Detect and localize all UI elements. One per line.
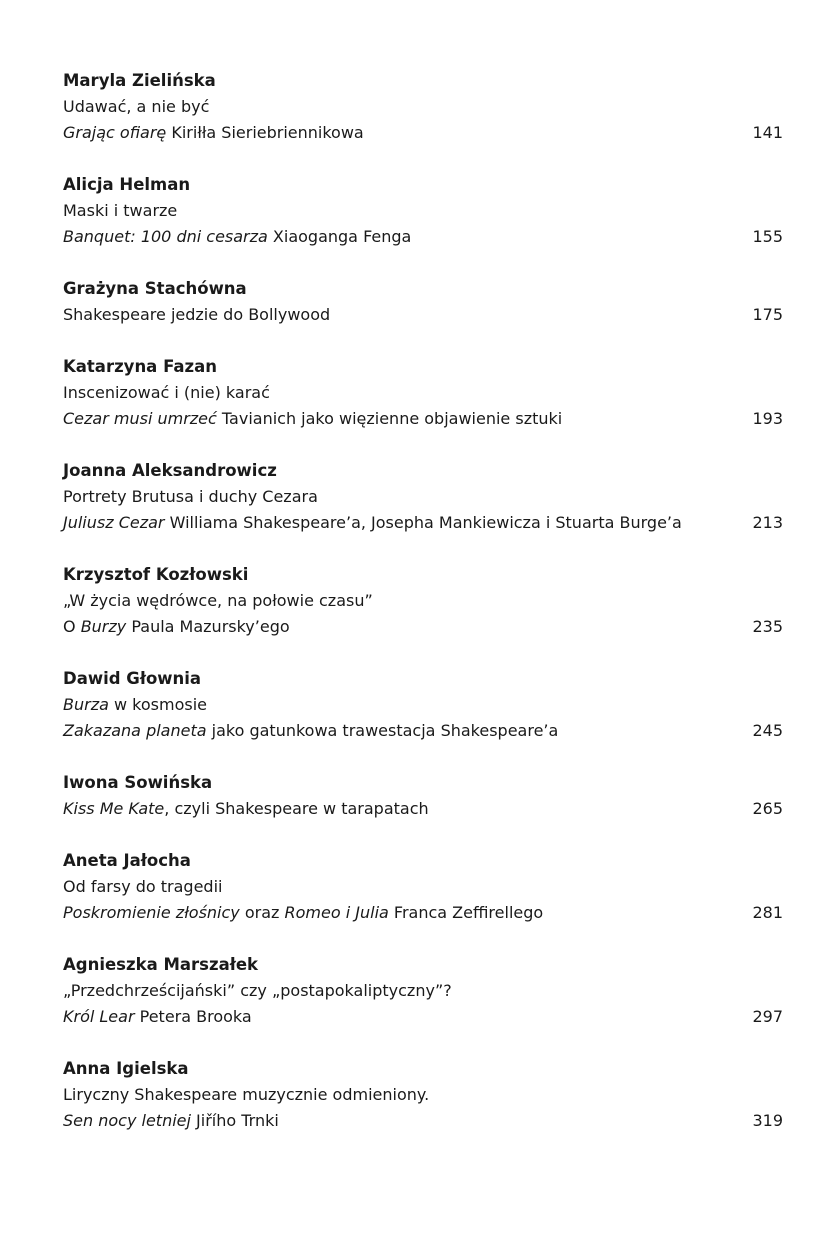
text-segment: oraz xyxy=(239,903,285,922)
work-title-italic: Zakazana planeta xyxy=(63,721,207,740)
entry-title-line xyxy=(63,874,783,900)
work-title-italic: Romeo i Julia xyxy=(284,903,389,922)
text-segment: w kosmosie xyxy=(108,695,207,714)
toc-entry xyxy=(63,848,783,926)
page-number: 281 xyxy=(752,903,783,922)
page-number: 175 xyxy=(752,305,783,324)
toc-entry xyxy=(63,562,783,640)
author-name: Anna Igielska xyxy=(63,1059,189,1078)
page-number: 193 xyxy=(752,409,783,428)
work-title-italic: Banquet: 100 dni cesarza xyxy=(63,227,268,246)
text-segment: Udawać, a nie być xyxy=(63,97,210,116)
entry-subtitle-line xyxy=(63,302,783,328)
toc-entry xyxy=(63,666,783,744)
entry-subtitle-line xyxy=(63,1004,783,1030)
entry-title-line xyxy=(63,484,783,510)
text-segment: Petera Brooka xyxy=(134,1007,252,1026)
page-number: 297 xyxy=(752,1007,783,1026)
toc-entry xyxy=(63,770,783,822)
entry-subtitle-line xyxy=(63,900,783,926)
work-title-italic: Grając ofiarę xyxy=(63,123,167,142)
toc-entry xyxy=(63,458,783,536)
text-segment: „Przedchrześcijański” czy „postapokaliptyczny”? xyxy=(63,981,452,1000)
entry-title-line xyxy=(63,692,783,718)
text-segment: Od farsy do tragedii xyxy=(63,877,223,896)
text-segment: Williama Shakespeare’a, Josepha Mankiewicza i Stuarta Burge’a xyxy=(164,513,682,532)
page-number: 245 xyxy=(752,721,783,740)
text-segment: Inscenizować i (nie) karać xyxy=(63,383,270,402)
text-segment: Liryczny Shakespeare muzycznie odmieniony. xyxy=(63,1085,430,1104)
entry-subtitle-line xyxy=(63,224,783,250)
page-number: 265 xyxy=(752,799,783,818)
text-segment: Maski i twarze xyxy=(63,201,178,220)
entry-title-line xyxy=(63,978,783,1004)
entry-subtitle-line xyxy=(63,1108,783,1134)
text-segment: Franca Zeffirellego xyxy=(388,903,544,922)
text-segment: Jiřího Trnki xyxy=(190,1111,279,1130)
toc-entry xyxy=(63,1056,783,1134)
entry-subtitle-line xyxy=(63,510,783,536)
work-title-italic: Burza xyxy=(63,695,109,714)
text-segment: Shakespeare jedzie do Bollywood xyxy=(63,305,331,324)
toc-entry xyxy=(63,952,783,1030)
author-name: Aneta Jałocha xyxy=(63,851,191,870)
entry-title-line xyxy=(63,94,783,120)
text-segment: O xyxy=(63,617,81,636)
entry-subtitle-line xyxy=(63,406,783,432)
page-number: 141 xyxy=(752,123,783,142)
text-segment: Kiriłła Sieriebriennikowa xyxy=(166,123,364,142)
author-name: Agnieszka Marszałek xyxy=(63,955,258,974)
entry-subtitle-line xyxy=(63,796,783,822)
author-name: Alicja Helman xyxy=(63,175,191,194)
text-segment: , czyli Shakespeare w tarapatach xyxy=(164,799,429,818)
toc-entry xyxy=(63,172,783,250)
toc-entry xyxy=(63,276,783,328)
entry-title-line xyxy=(63,198,783,224)
text-segment: „W życia wędrówce, na połowie czasu” xyxy=(63,591,373,610)
text-segment: Paula Mazursky’ego xyxy=(126,617,290,636)
page-number: 213 xyxy=(752,513,783,532)
author-name: Iwona Sowińska xyxy=(63,773,213,792)
work-title-italic: Król Lear xyxy=(63,1007,135,1026)
work-title-italic: Kiss Me Kate xyxy=(63,799,165,818)
page-number: 319 xyxy=(752,1111,783,1130)
page-number: 235 xyxy=(752,617,783,636)
entry-subtitle-line xyxy=(63,614,783,640)
work-title-italic: Sen nocy letniej xyxy=(63,1111,191,1130)
work-title-italic: Poskromienie złośnicy xyxy=(63,903,240,922)
work-title-italic: Juliusz Cezar xyxy=(63,513,165,532)
work-title-italic: Cezar musi umrzeć xyxy=(63,409,217,428)
entry-title-line xyxy=(63,380,783,406)
text-segment: Portrety Brutusa i duchy Cezara xyxy=(63,487,318,506)
work-title-italic: Burzy xyxy=(80,617,127,636)
author-name: Grażyna Stachówna xyxy=(63,279,247,298)
entry-title-line xyxy=(63,1082,783,1108)
author-name: Krzysztof Kozłowski xyxy=(63,565,249,584)
toc-entry xyxy=(63,68,783,146)
entry-subtitle-line xyxy=(63,718,783,744)
text-segment: Xiaoganga Fenga xyxy=(267,227,412,246)
author-name: Joanna Aleksandrowicz xyxy=(63,461,277,480)
author-name: Katarzyna Fazan xyxy=(63,357,217,376)
author-name: Dawid Głownia xyxy=(63,669,202,688)
entry-subtitle-line xyxy=(63,120,783,146)
entry-title-line xyxy=(63,588,783,614)
author-name: Maryla Zielińska xyxy=(63,71,216,90)
page-number: 155 xyxy=(752,227,783,246)
text-segment: jako gatunkowa trawestacja Shakespeare’a xyxy=(206,721,559,740)
text-segment: Tavianich jako więzienne objawienie sztuki xyxy=(216,409,563,428)
toc-entry xyxy=(63,354,783,432)
